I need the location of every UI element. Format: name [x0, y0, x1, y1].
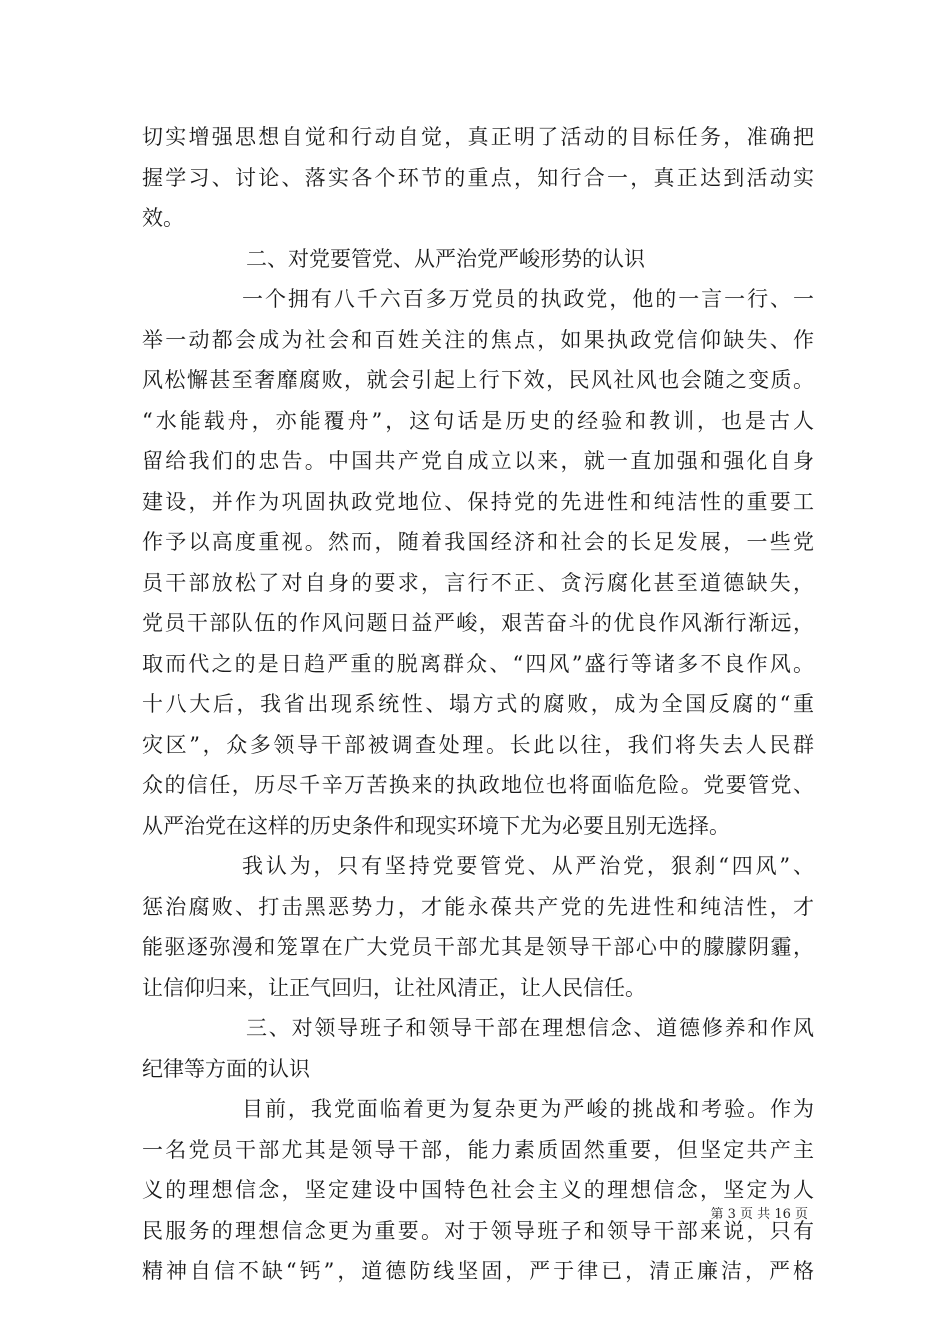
- section-heading: 二、对党要管党、从严治党严峻形势的认识: [246, 246, 645, 271]
- paragraph-line: 党员干部队伍的作风问题日益严峻，艰苦奋斗的优良作风渐行渐远，: [142, 611, 814, 635]
- paragraph-line: 灾区”，众多领导干部被调查处理。长此以往，我们将失去人民群: [142, 732, 814, 757]
- paragraph-line: 举一动都会成为社会和百姓关注的焦点，如果执政党信仰缺失、作: [142, 327, 814, 352]
- document-body: [142, 117, 814, 1292]
- section-heading: 三、对领导班子和领导干部在理想信念、道德修养和作风: [246, 1016, 814, 1040]
- section-heading: 纪律等方面的认识: [142, 1056, 310, 1081]
- paragraph-line: 握学习、讨论、落实各个环节的重点，知行合一，真正达到活动实: [142, 165, 814, 190]
- paragraph-line: 效。: [142, 206, 184, 230]
- paragraph-line: 惩治腐败、打击黑恶势力，才能永葆共产党的先进性和纯洁性，才: [142, 894, 814, 919]
- paragraph-line: 留给我们的忠告。中国共产党自成立以来，就一直加强和强化自身: [142, 449, 814, 473]
- paragraph-line: 从严治党在这样的历史条件和现实环境下尤为必要且别无选择。: [142, 813, 730, 838]
- paragraph-line: 一个拥有八千六百多万党员的执政党，他的一言一行、一: [242, 287, 814, 311]
- paragraph-line: 目前，我党面临着更为复杂更为严峻的挑战和考验。作为: [242, 1097, 814, 1121]
- paragraph-line: 切实增强思想自觉和行动自觉，真正明了活动的目标任务，准确把: [142, 125, 814, 149]
- paragraph-line: 作予以高度重视。然而，随着我国经济和社会的长足发展，一些党: [142, 530, 814, 554]
- paragraph-line: 精神自信不缺“钙”，道德防线坚固，严于律已，清正廉洁，严格: [142, 1259, 814, 1283]
- paragraph-line: 风松懈甚至奢靡腐败，就会引起上行下效，民风社风也会随之变质。: [142, 368, 814, 392]
- paragraph-line: 员干部放松了对自身的要求，言行不正、贪污腐化甚至道德缺失，: [142, 570, 814, 595]
- paragraph-line: 能驱逐弥漫和笼罩在广大党员干部尤其是领导干部心中的朦朦阴霾，: [142, 935, 814, 959]
- paragraph-line: 取而代之的是日趋严重的脱离群众、“四风”盛行等诸多不良作风。: [142, 651, 814, 676]
- paragraph-line: “水能载舟，亦能覆舟”，这句话是历史的经验和教训，也是古人: [142, 408, 814, 433]
- paragraph-line: 民服务的理想信念更为重要。对于领导班子和领导干部来说，只有: [142, 1218, 814, 1243]
- paragraph-line: 十八大后，我省出现系统性、塌方式的腐败，成为全国反腐的“重: [142, 692, 814, 716]
- paragraph-line: 让信仰归来，让正气回归，让社风清正，让人民信任。: [142, 975, 646, 1000]
- paragraph-line: 众的信任，历尽千辛万苦换来的执政地位也将面临危险。党要管党、: [142, 773, 814, 797]
- paragraph-line: 一名党员干部尤其是领导干部，能力素质固然重要，但坚定共产主: [142, 1137, 814, 1162]
- page-number-footer: 第 3 页 共 16 页: [710, 1207, 808, 1222]
- paragraph-line: 建设，并作为巩固执政党地位、保持党的先进性和纯洁性的重要工: [142, 489, 814, 514]
- paragraph-line: 我认为，只有坚持党要管党、从严治党，狠刹“四风”、: [242, 854, 814, 878]
- paragraph-line: 义的理想信念，坚定建设中国特色社会主义的理想信念，坚定为人: [142, 1178, 814, 1202]
